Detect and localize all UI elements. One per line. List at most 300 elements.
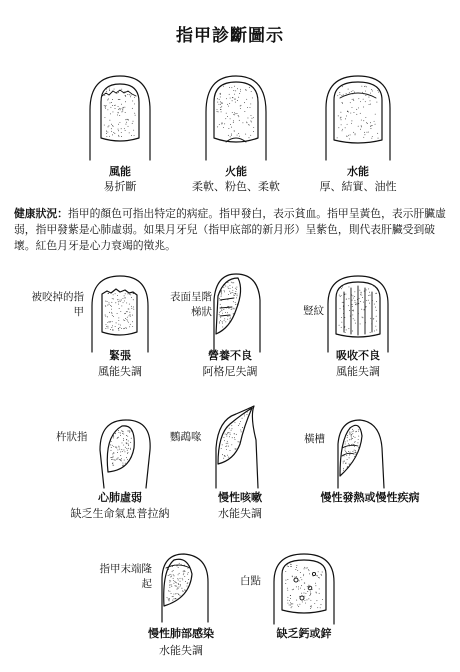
stipple-dot: [351, 438, 352, 439]
stipple-dot: [222, 444, 223, 445]
stipple-dot: [118, 112, 119, 113]
stipple-dot: [107, 305, 108, 306]
stipple-dot: [107, 132, 108, 133]
stipple-dot: [369, 303, 370, 304]
stipple-dot: [366, 289, 367, 290]
stipple-dot: [113, 456, 114, 457]
stipple-dot: [352, 304, 353, 305]
stipple-dot: [240, 91, 241, 92]
stipple-dot: [127, 436, 128, 437]
stipple-dot: [318, 577, 319, 578]
stipple-dot: [238, 116, 239, 117]
stipple-dot: [112, 321, 113, 322]
stipple-dot: [123, 440, 124, 441]
stipple-dot: [131, 306, 132, 307]
stipple-dot: [127, 321, 128, 322]
stipple-dot: [176, 586, 177, 587]
stipple-dot: [184, 570, 185, 571]
stipple-dot: [315, 583, 316, 584]
stipple-dot: [359, 290, 360, 291]
stipple-dot: [118, 130, 119, 131]
stipple-dot: [363, 99, 364, 100]
stipple-dot: [123, 328, 124, 329]
stipple-dot: [362, 92, 363, 93]
stipple-dot: [230, 98, 231, 99]
stipple-dot: [245, 89, 246, 90]
stipple-dot: [129, 315, 130, 316]
stipple-dot: [169, 585, 170, 586]
stipple-dot: [173, 594, 174, 595]
stipple-dot: [116, 459, 117, 460]
stipple-dot: [352, 295, 353, 296]
stipple-dot: [358, 436, 359, 437]
stipple-dot: [309, 570, 310, 571]
stipple-dot: [226, 98, 227, 99]
stipple-dot: [340, 296, 341, 297]
stipple-dot: [107, 322, 108, 323]
stipple-dot: [177, 578, 178, 579]
stipple-dot: [238, 97, 239, 98]
stipple-dot: [169, 587, 170, 588]
stipple-dot: [113, 452, 114, 453]
stipple-dot: [235, 113, 236, 114]
stipple-dot: [183, 573, 184, 574]
stipple-dot: [224, 455, 225, 456]
stipple-dot: [301, 585, 302, 586]
stipple-dot: [228, 325, 229, 326]
stipple-dot: [111, 124, 112, 125]
stipple-dot: [235, 102, 236, 103]
stipple-dot: [227, 319, 228, 320]
stipple-dot: [352, 451, 353, 452]
stipple-dot: [107, 326, 108, 327]
stipple-dot: [347, 111, 348, 112]
stipple-dot: [133, 309, 134, 310]
stipple-dot: [229, 428, 230, 429]
stipple-dot: [125, 95, 126, 96]
stipple-dot: [185, 581, 186, 582]
stipple-dot: [239, 93, 240, 94]
stipple-dot: [220, 304, 221, 305]
stipple-dot: [118, 129, 119, 130]
stipple-dot: [368, 132, 369, 133]
stipple-dot: [353, 318, 354, 319]
stipple-dot: [112, 457, 113, 458]
stipple-dot: [221, 106, 222, 107]
malnutrition-desc: 阿格尼失調: [202, 365, 258, 378]
stipple-dot: [242, 418, 243, 419]
stipple-dot: [220, 101, 221, 102]
stipple-dot: [180, 581, 181, 582]
stipple-dot: [112, 463, 113, 464]
stipple-dot: [124, 320, 125, 321]
stipple-dot: [131, 297, 132, 298]
stipple-dot: [231, 135, 232, 136]
stipple-dot: [112, 125, 113, 126]
stipple-dot: [122, 451, 123, 452]
stipple-dot: [128, 293, 129, 294]
stipple-dot: [132, 326, 133, 327]
stipple-dot: [118, 457, 119, 458]
stipple-dot: [308, 585, 309, 586]
stipple-dot: [223, 127, 224, 128]
stipple-dot: [247, 122, 248, 123]
stipple-dot: [224, 318, 225, 319]
stipple-dot: [248, 124, 249, 125]
stipple-dot: [237, 295, 238, 296]
stipple-dot: [105, 316, 106, 317]
stipple-dot: [351, 295, 352, 296]
stipple-dot: [341, 117, 342, 118]
stipple-dot: [345, 127, 346, 128]
stipple-dot: [348, 430, 349, 431]
stipple-dot: [340, 287, 341, 288]
stipple-dot: [364, 309, 365, 310]
stipple-dot: [339, 92, 340, 93]
stipple-dot: [131, 95, 132, 96]
stipple-dot: [112, 459, 113, 460]
stipple-dot: [238, 115, 239, 116]
stipple-dot: [229, 87, 230, 88]
stipple-dot: [179, 573, 180, 574]
stipple-dot: [120, 325, 121, 326]
stipple-dot: [343, 302, 344, 303]
stipple-dot: [123, 450, 124, 451]
stipple-dot: [341, 288, 342, 289]
stipple-dot: [220, 109, 221, 110]
stipple-dot: [241, 105, 242, 106]
stipple-dot: [184, 576, 185, 577]
stipple-dot: [187, 586, 188, 587]
bitten-nail-figure: [84, 272, 156, 354]
stipple-dot: [344, 455, 345, 456]
stipple-dot: [123, 107, 124, 108]
stipple-dot: [350, 452, 351, 453]
stipple-dot: [348, 89, 349, 90]
stipple-dot: [114, 89, 115, 90]
stipple-dot: [219, 314, 220, 315]
stipple-dot: [296, 600, 297, 601]
stipple-dot: [293, 589, 294, 590]
stipple-dot: [233, 90, 234, 91]
stipple-dot: [178, 574, 179, 575]
stipple-dot: [134, 103, 135, 104]
calcium-zinc-deficiency-name: 缺乏鈣或鋅: [276, 627, 332, 640]
stipple-dot: [129, 294, 130, 295]
stipple-dot: [342, 103, 343, 104]
stipple-dot: [234, 86, 235, 87]
stipple-dot: [370, 126, 371, 127]
stipple-dot: [253, 131, 254, 132]
stipple-dot: [355, 452, 356, 453]
stipple-dot: [365, 86, 366, 87]
chronic-lung-infection-desc: 水能失調: [159, 644, 203, 657]
vata-nail-figure: [80, 72, 160, 162]
stipple-dot: [304, 600, 305, 601]
stipple-dot: [371, 323, 372, 324]
stipple-dot: [354, 445, 355, 446]
stipple-dot: [126, 448, 127, 449]
stipple-dot: [106, 326, 107, 327]
stipple-dot: [224, 284, 225, 285]
stipple-dot: [121, 305, 122, 306]
stipple-dot: [234, 131, 235, 132]
stipple-dot: [114, 105, 115, 106]
stipple-dot: [118, 99, 119, 100]
stipple-dot: [178, 594, 179, 595]
stipple-dot: [120, 451, 121, 452]
stipple-dot: [351, 432, 352, 433]
stipple-dot: [130, 96, 131, 97]
stipple-dot: [168, 569, 169, 570]
stipple-dot: [122, 109, 123, 110]
stipple-dot: [309, 573, 310, 574]
stipple-dot: [108, 328, 109, 329]
stipple-dot: [131, 438, 132, 439]
stipple-dot: [316, 575, 317, 576]
stipple-dot: [341, 95, 342, 96]
stipple-dot: [232, 290, 233, 291]
stipple-dot: [231, 425, 232, 426]
stipple-dot: [235, 448, 236, 449]
stipple-dot: [355, 454, 356, 455]
stipple-dot: [170, 581, 171, 582]
stipple-dot: [351, 434, 352, 435]
stipple-dot: [118, 446, 119, 447]
stipple-dot: [121, 89, 122, 90]
stipple-dot: [223, 458, 224, 459]
stipple-dot: [173, 596, 174, 597]
stipple-dot: [125, 112, 126, 113]
stipple-dot: [231, 444, 232, 445]
stipple-dot: [345, 463, 346, 464]
stipple-dot: [287, 579, 288, 580]
stipple-dot: [222, 327, 223, 328]
bitten-nail-label: 被咬掉的指甲: [31, 291, 84, 319]
stipple-dot: [125, 293, 126, 294]
stipple-dot: [180, 578, 181, 579]
stipple-dot: [347, 94, 348, 95]
stipple-dot: [251, 91, 252, 92]
stipple-dot: [226, 434, 227, 435]
stipple-dot: [116, 93, 117, 94]
stipple-dot: [310, 606, 311, 607]
stipple-dot: [118, 135, 119, 136]
stipple-dot: [182, 579, 183, 580]
stipple-dot: [375, 124, 376, 125]
chronic-fever-name: 慢性發熱或慢性疾病: [320, 491, 420, 504]
stipple-dot: [129, 132, 130, 133]
stipple-dot: [132, 108, 133, 109]
stipple-dot: [174, 583, 175, 584]
stipple-dot: [361, 125, 362, 126]
stipple-dot: [377, 90, 378, 91]
stipple-dot: [236, 287, 237, 288]
stipple-dot: [346, 136, 347, 137]
stipple-dot: [363, 120, 364, 121]
stipple-dot: [227, 443, 228, 444]
stipple-dot: [217, 98, 218, 99]
stipple-dot: [127, 459, 128, 460]
stipple-dot: [346, 455, 347, 456]
stipple-dot: [354, 296, 355, 297]
stipple-dot: [349, 444, 350, 445]
stipple-dot: [105, 106, 106, 107]
stipple-dot: [129, 94, 130, 95]
stipple-dot: [362, 317, 363, 318]
stipple-dot: [231, 282, 232, 283]
stipple-dot: [372, 125, 373, 126]
stipple-dot: [121, 460, 122, 461]
stipple-dot: [220, 94, 221, 95]
stipple-dot: [127, 119, 128, 120]
stipple-dot: [319, 588, 320, 589]
stipple-dot: [354, 291, 355, 292]
stipple-dot: [299, 580, 300, 581]
stipple-dot: [237, 448, 238, 449]
stipple-dot: [229, 318, 230, 319]
stipple-dot: [361, 295, 362, 296]
stipple-dot: [231, 292, 232, 293]
stipple-dot: [344, 327, 345, 328]
stipple-dot: [287, 566, 288, 567]
stipple-dot: [172, 596, 173, 597]
stipple-dot: [355, 133, 356, 134]
stipple-dot: [250, 120, 251, 121]
stipple-dot: [124, 295, 125, 296]
stipple-dot: [235, 288, 236, 289]
stipple-dot: [363, 302, 364, 303]
stipple-dot: [346, 452, 347, 453]
stipple-dot: [253, 117, 254, 118]
stipple-dot: [221, 296, 222, 297]
stipple-dot: [168, 590, 169, 591]
malabsorption-desc: 風能失調: [336, 365, 380, 378]
stipple-dot: [119, 449, 120, 450]
stipple-dot: [314, 603, 315, 604]
stipple-dot: [235, 304, 236, 305]
heart-lung-weak-name: 心肺虛弱: [98, 491, 142, 504]
stipple-dot: [373, 319, 374, 320]
stipple-dot: [121, 449, 122, 450]
stipple-dot: [120, 433, 121, 434]
stipple-dot: [221, 310, 222, 311]
parrot-beak-label: 鸚鵡喙: [170, 431, 202, 443]
stipple-dot: [370, 122, 371, 123]
stipple-dot: [345, 332, 346, 333]
stipple-dot: [287, 564, 288, 565]
stipple-dot: [306, 568, 307, 569]
stipple-dot: [345, 451, 346, 452]
stipple-dot: [360, 129, 361, 130]
stipple-dot: [126, 328, 127, 329]
stipple-dot: [374, 286, 375, 287]
stipple-dot: [232, 282, 233, 283]
stipple-dot: [352, 331, 353, 332]
stipple-dot: [227, 455, 228, 456]
stipple-dot: [236, 308, 237, 309]
stipple-dot: [181, 588, 182, 589]
stipple-dot: [135, 115, 136, 116]
stipple-dot: [233, 120, 234, 121]
stipple-dot: [219, 99, 220, 100]
stipple-dot: [222, 321, 223, 322]
stipple-dot: [175, 586, 176, 587]
stipple-dot: [351, 439, 352, 440]
stipple-dot: [112, 111, 113, 112]
stipple-dot: [133, 293, 134, 294]
stipple-dot: [229, 424, 230, 425]
stipple-dot: [357, 453, 358, 454]
stipple-dot: [249, 137, 250, 138]
stipple-dot: [170, 574, 171, 575]
stipple-dot: [235, 439, 236, 440]
stipple-dot: [120, 300, 121, 301]
stipple-dot: [118, 301, 119, 302]
stipple-dot: [342, 287, 343, 288]
stipple-dot: [109, 89, 110, 90]
stipple-dot: [222, 313, 223, 314]
stipple-dot: [221, 289, 222, 290]
stipple-dot: [322, 599, 323, 600]
stipple-dot: [217, 126, 218, 127]
stipple-dot: [233, 282, 234, 283]
stipple-dot: [184, 565, 185, 566]
stipple-dot: [349, 439, 350, 440]
stipple-dot: [118, 136, 119, 137]
stipple-dot: [239, 423, 240, 424]
stipple-dot: [130, 294, 131, 295]
stipple-dot: [134, 135, 135, 136]
stipple-dot: [377, 133, 378, 134]
stipple-dot: [349, 463, 350, 464]
stipple-dot: [110, 305, 111, 306]
pitta-name: 火能: [225, 165, 247, 178]
stipple-dot: [225, 456, 226, 457]
stipple-dot: [188, 572, 189, 573]
parrot-beak-nail-figure: [206, 404, 266, 490]
stipple-dot: [219, 298, 220, 299]
stipple-dot: [296, 576, 297, 577]
stipple-dot: [287, 597, 288, 598]
stipple-dot: [348, 328, 349, 329]
stipple-dot: [348, 135, 349, 136]
stipple-dot: [116, 446, 117, 447]
stipple-dot: [173, 574, 174, 575]
stipple-dot: [289, 600, 290, 601]
stipple-dot: [244, 415, 245, 416]
stipple-dot: [108, 293, 109, 294]
stipple-dot: [224, 290, 225, 291]
stipple-dot: [290, 564, 291, 565]
stipple-dot: [183, 574, 184, 575]
stipple-dot: [245, 134, 246, 135]
stipple-dot: [297, 570, 298, 571]
stipple-dot: [343, 309, 344, 310]
stipple-dot: [290, 566, 291, 567]
stipple-dot: [240, 108, 241, 109]
stipple-dot: [312, 589, 313, 590]
stipple-dot: [350, 102, 351, 103]
stipple-dot: [126, 457, 127, 458]
stipple-dot: [344, 317, 345, 318]
stipple-dot: [228, 287, 229, 288]
stipple-dot: [310, 593, 311, 594]
stipple-dot: [223, 309, 224, 310]
stipple-dot: [368, 97, 369, 98]
stipple-dot: [111, 102, 112, 103]
stipple-dot: [125, 297, 126, 298]
